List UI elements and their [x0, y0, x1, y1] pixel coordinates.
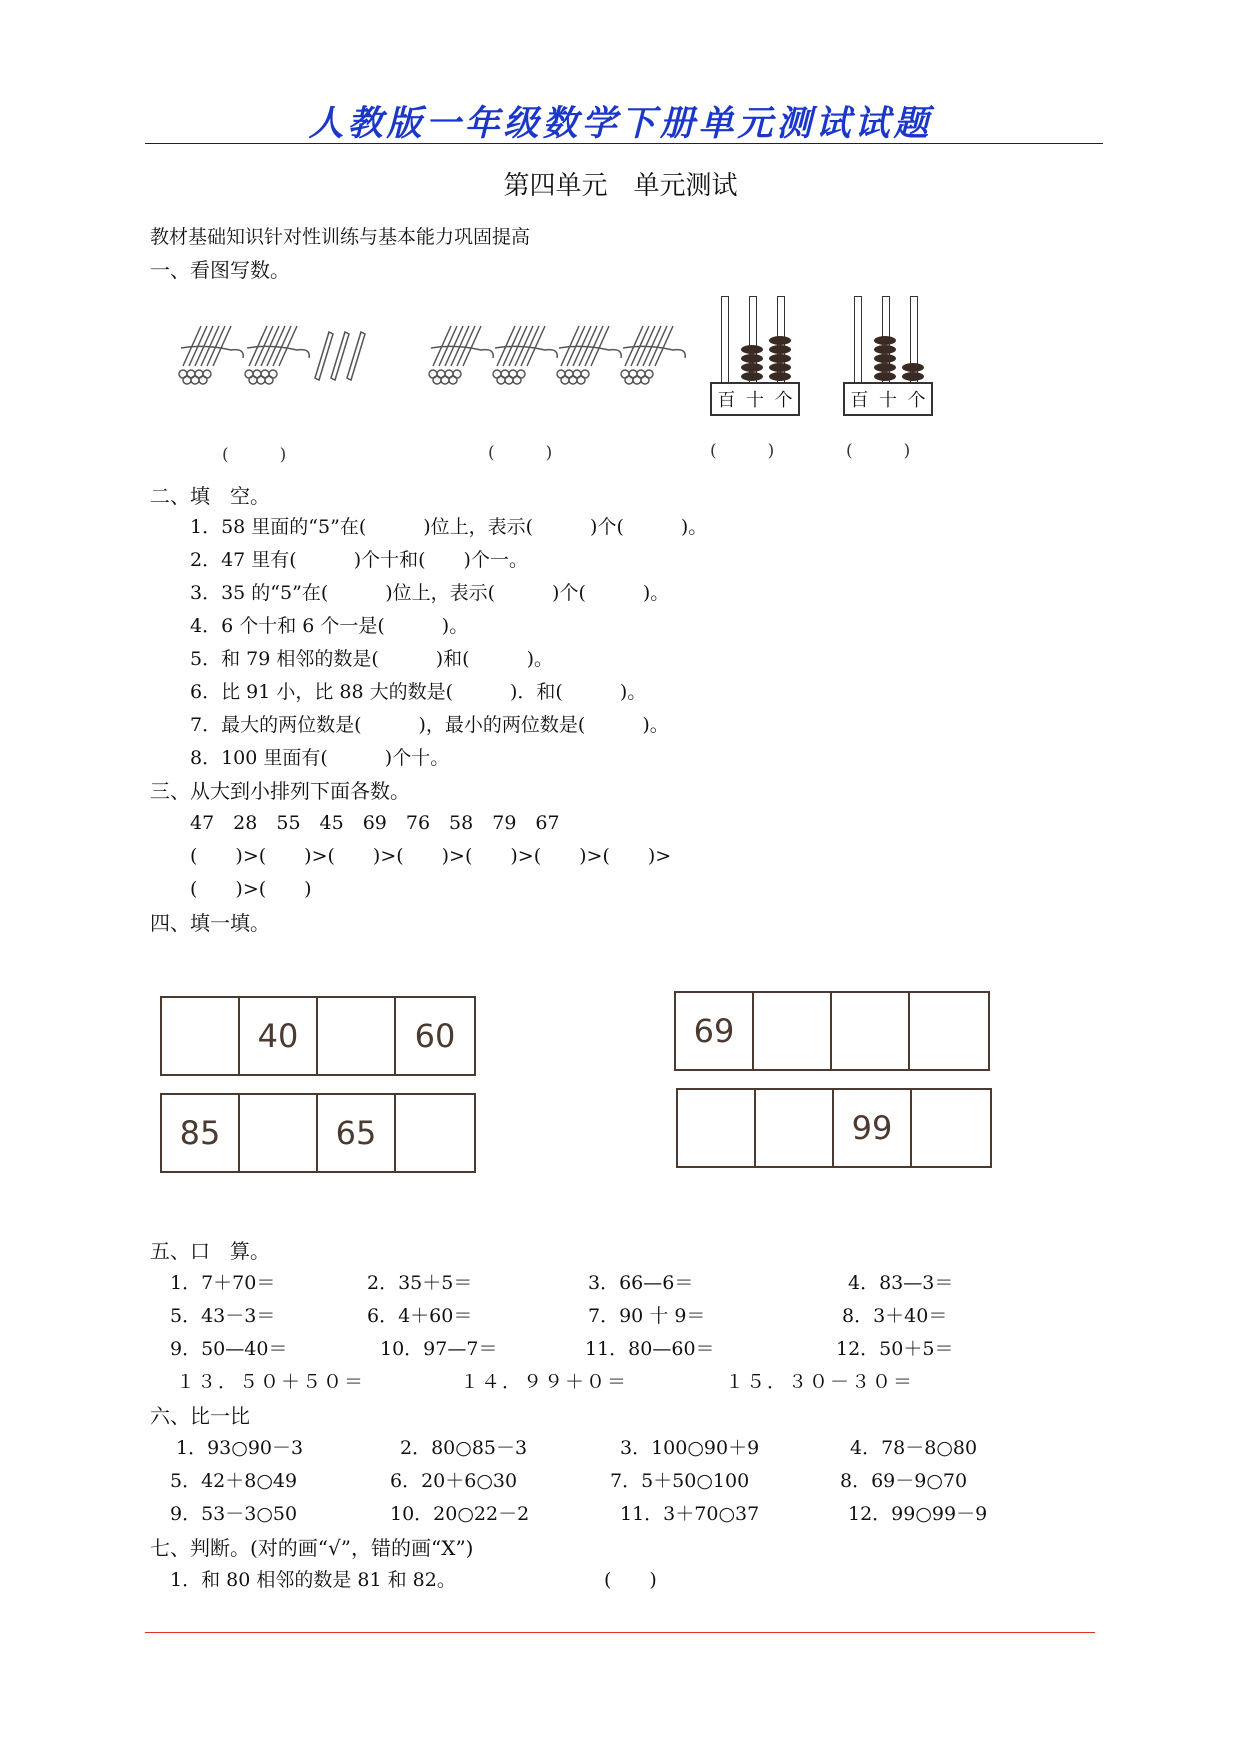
calc-item: 9．50—40＝ — [170, 1338, 288, 1360]
strip-cell: 40 — [240, 998, 318, 1074]
number-strip-2 — [160, 1093, 476, 1173]
section7-heading: 七、判断。(对的画“√”，错的画“X”) — [150, 1536, 474, 1560]
compare-item: 10．20○22－2 — [390, 1503, 530, 1525]
compare-item: 1．93○90－3 — [176, 1437, 304, 1459]
strip-cell[interactable] — [756, 1090, 834, 1166]
number-strip-3 — [674, 991, 990, 1071]
section1-heading: 一、看图写数。 — [150, 258, 290, 282]
number-strip-4 — [676, 1088, 992, 1168]
calc-item: 10．97—7＝ — [380, 1338, 498, 1360]
abacus-rod-hundreds — [721, 296, 729, 389]
calc-item: 3．66—6＝ — [588, 1272, 694, 1294]
stick-bundle-group-2 — [425, 318, 695, 398]
fill-item: 4．6 个十和 6 个一是( )。 — [190, 615, 469, 637]
calc-item: 5．43－3＝ — [170, 1305, 276, 1327]
compare-item: 5．42＋8○49 — [170, 1470, 298, 1492]
strip-cell: 85 — [162, 1095, 240, 1171]
strip-cell: 99 — [834, 1090, 912, 1166]
header-rule — [145, 143, 1103, 144]
abacus-2 — [843, 296, 933, 416]
calc-item: 12．50＋5＝ — [836, 1338, 954, 1360]
answer-blank-3[interactable]: ( ) — [710, 441, 775, 461]
compare-item: 12．99○99－9 — [848, 1503, 988, 1525]
order-blanks-line2: ( )>( ) — [190, 878, 312, 900]
fill-item: 7．最大的两位数是( )，最小的两位数是( )。 — [190, 714, 669, 736]
section5-heading: 五、口 算。 — [150, 1239, 270, 1263]
calc-item: 7．90 十 9＝ — [588, 1305, 706, 1327]
calc-item: １３．５０＋５０＝ — [176, 1371, 366, 1393]
stick-bundle-group-1 — [175, 318, 375, 398]
strip-cell[interactable] — [678, 1090, 756, 1166]
calc-item: 8．3＋40＝ — [842, 1305, 948, 1327]
number-list: 47 28 55 45 69 76 58 79 67 — [190, 812, 560, 834]
calc-item: １４．９９＋０＝ — [460, 1371, 629, 1393]
strip-cell: 60 — [414, 1017, 456, 1055]
calc-item: １５．３０－３０＝ — [725, 1371, 915, 1393]
section4-heading: 四、填一填。 — [150, 911, 270, 935]
strip-cell[interactable] — [240, 1095, 318, 1171]
strip-cell[interactable] — [754, 993, 832, 1069]
footer-rule — [145, 1632, 1095, 1633]
section6-heading: 六、比一比 — [150, 1404, 250, 1428]
strip-cell[interactable] — [832, 993, 910, 1069]
calc-item: 1．7＋70＝ — [170, 1272, 276, 1294]
document-header-title: 人教版一年级数学下册单元测试试题 — [308, 103, 933, 144]
page-title: 第四单元 单元测试 — [503, 171, 738, 201]
number-strip-1 — [160, 996, 476, 1076]
strip-cell: 65 — [318, 1095, 396, 1171]
compare-item: 2．80○85－3 — [400, 1437, 528, 1459]
answer-blank-1[interactable]: ( ) — [222, 445, 287, 465]
strip-cell[interactable] — [162, 998, 240, 1074]
compare-item: 3．100○90＋9 — [620, 1437, 760, 1459]
fill-item: 5．和 79 相邻的数是( )和( )。 — [190, 648, 553, 670]
answer-blank-4[interactable]: ( ) — [846, 441, 911, 461]
section3-heading: 三、从大到小排列下面各数。 — [150, 779, 410, 803]
fill-item: 3．35 的“5”在( )位上，表示( )个( )。 — [190, 582, 670, 604]
calc-item: 11．80—60＝ — [585, 1338, 715, 1360]
section2-heading: 二、填 空。 — [150, 484, 270, 508]
compare-item: 6．20＋6○30 — [390, 1470, 518, 1492]
fill-item: 1．58 里面的“5”在( )位上，表示( )个( )。 — [190, 516, 708, 538]
compare-item: 7．5＋50○100 — [610, 1470, 750, 1492]
fill-item: 8．100 里面有( )个十。 — [190, 747, 450, 769]
calc-item: 6．4＋60＝ — [367, 1305, 473, 1327]
order-blanks-line1: ( )>( )>( )>( )>( )>( )>( )> — [190, 845, 672, 867]
fill-item: 2．47 里有( )个十和( )个一。 — [190, 549, 528, 571]
compare-item: 4．78－8○80 — [850, 1437, 978, 1459]
abacus-1 — [710, 296, 800, 416]
strip-cell[interactable] — [396, 1095, 474, 1171]
strip-cell: 69 — [676, 993, 754, 1069]
strip-cell[interactable] — [912, 1090, 990, 1166]
subtitle: 教材基础知识针对性训练与基本能力巩固提高 — [150, 226, 531, 248]
strip-cell[interactable] — [910, 993, 988, 1069]
calc-item: 4．83—3＝ — [848, 1272, 954, 1294]
compare-item: 8．69－9○70 — [840, 1470, 968, 1492]
judge-answer-blank[interactable]: ( ) — [604, 1569, 657, 1591]
compare-item: 9．53－3○50 — [170, 1503, 298, 1525]
fill-item: 6．比 91 小，比 88 大的数是( )．和( )。 — [190, 681, 647, 703]
abacus-place-labels: 百 十 个 — [843, 382, 933, 416]
calc-item: 2．35＋5＝ — [367, 1272, 473, 1294]
abacus-place-labels: 百 十 个 — [710, 382, 800, 416]
abacus-rod-hundreds — [854, 296, 862, 389]
strip-cell[interactable] — [318, 998, 396, 1074]
answer-blank-2[interactable]: ( ) — [488, 443, 553, 463]
compare-item: 11．3＋70○37 — [620, 1503, 760, 1525]
judge-item: 1．和 80 相邻的数是 81 和 82。 — [170, 1569, 456, 1591]
